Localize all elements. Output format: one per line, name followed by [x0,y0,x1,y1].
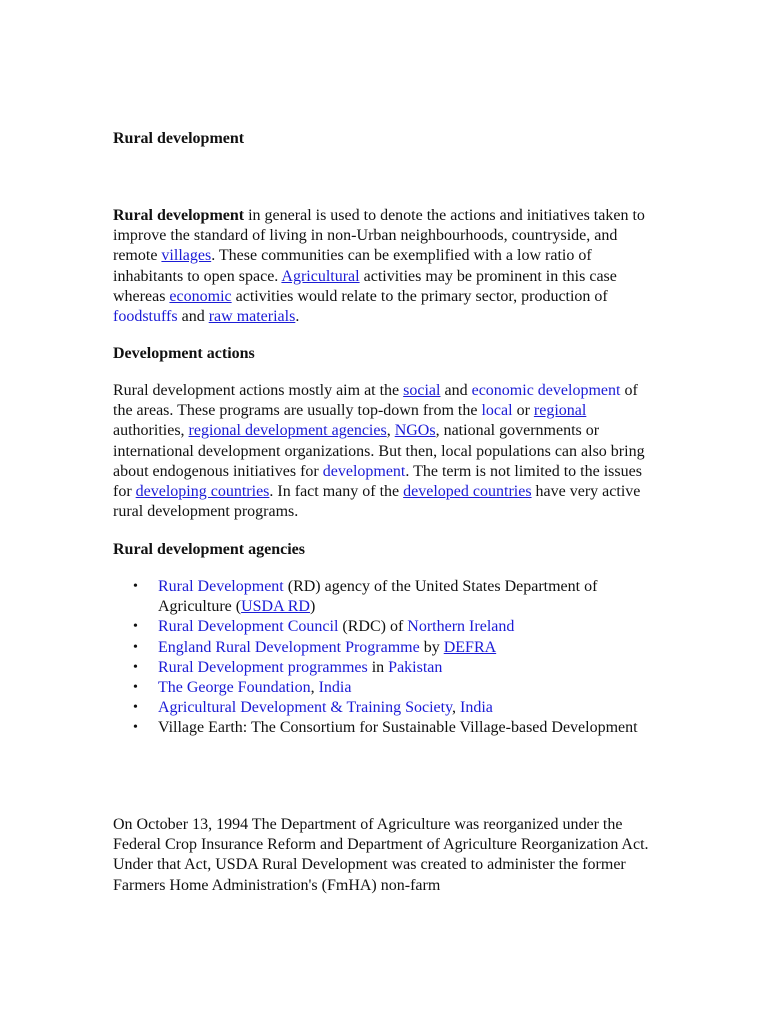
link-rd-programmes[interactable]: Rural Development programmes [158,658,368,676]
link-raw-materials[interactable]: raw materials [208,308,296,326]
link-northern-ireland[interactable]: Northern Ireland [407,618,515,636]
intro-lead: Rural development [113,207,245,224]
link-foodstuffs[interactable]: foodstuffs [113,308,178,326]
bullet-icon: • [133,680,138,696]
link-ngos[interactable]: NGOs [394,422,436,440]
link-villages[interactable]: villages [161,247,212,265]
list-item: • Agricultural Development & Training Society, India [158,698,658,718]
list-item: • Rural Development (RD) agency of the United States Department of Agriculture (USDA RD) [133,578,598,616]
link-india[interactable]: India [318,679,352,697]
list-item [133,718,658,738]
link-developing-countries[interactable]: developing countries [135,483,270,501]
link-developed-countries[interactable]: developed countries [403,483,532,501]
section-heading-development-actions: Development actions [113,345,255,362]
link-george-foundation[interactable]: The George Foundation [158,679,311,697]
link-regional-development-agencies[interactable]: regional development agencies [188,422,387,440]
link-rural-development-council[interactable]: Rural Development Council [158,618,339,636]
bullet-icon: • [133,579,138,594]
link-economic[interactable]: economic [169,287,232,305]
village-earth-text: Village Earth: The Consortium for Sustainable Village-based Development [158,719,638,737]
bullet-icon: • [133,700,138,716]
link-adats[interactable]: Agricultural Development & Training Society [158,699,453,717]
list-item: • England Rural Development Programme by DEFRA [158,638,658,658]
link-social[interactable]: social [403,382,441,399]
link-india-2[interactable]: India [460,699,493,717]
link-usda-rd[interactable]: USDA RD [241,598,310,616]
bullet-icon: • [133,639,138,655]
development-actions-paragraph: Rural development actions mostly aim at the social and economic development of the areas. These programs are usually top-down from the local or regional authorities, regional development agencies, NGOs, national governments or international development organizations. But then, local populations can also bring about endogenous initiatives for development. The term is not limited to the issues for developing countries. In fact many of the developed countries have very active rural development programs. [113,382,645,521]
bullet-icon: • [133,619,138,635]
link-defra[interactable]: DEFRA [443,638,497,656]
link-local[interactable]: local [481,402,513,420]
list-item: • The George Foundation, India [158,678,658,698]
list-item: • Rural Development programmes in Pakistan [158,658,658,678]
page-title: Rural development [113,130,245,147]
intro-paragraph: Rural development in general is used to denote the actions and initiatives taken to improve the standard of living in non-Urban neighbourhoods, countryside, and remote villages. These communities can be exemplified with a low ratio of inhabitants to open space. Agricultural activities may be prominent in this case whereas economic activities would relate to the primary sector, production of foodstuffs and raw materials. [113,207,645,326]
list-item: • Rural Development Council (RDC) of Northern Ireland [158,617,658,637]
history-paragraph: On October 13, 1994 The Department of Agriculture was reorganized under the Federal Crop Insurance Reform and Department of Agriculture Reorganization Act. Under that Act, USDA Rural Development was created to administer the former Farmers Home Administration's (FmHA) non-farm [113,816,649,894]
bullet-icon: • [133,659,138,675]
section-heading-agencies: Rural development agencies [113,541,305,558]
link-england-rdp[interactable]: England Rural Development Programme [158,638,420,656]
link-regional[interactable]: regional [533,402,587,420]
link-agricultural[interactable]: Agricultural [281,267,360,285]
link-economic-development[interactable]: economic development [471,382,621,399]
bullet-icon: • [133,720,138,736]
link-development[interactable]: development [322,462,406,480]
link-pakistan[interactable]: Pakistan [388,658,443,676]
agencies-list [113,577,658,739]
link-rural-development[interactable]: Rural Development [158,578,284,595]
